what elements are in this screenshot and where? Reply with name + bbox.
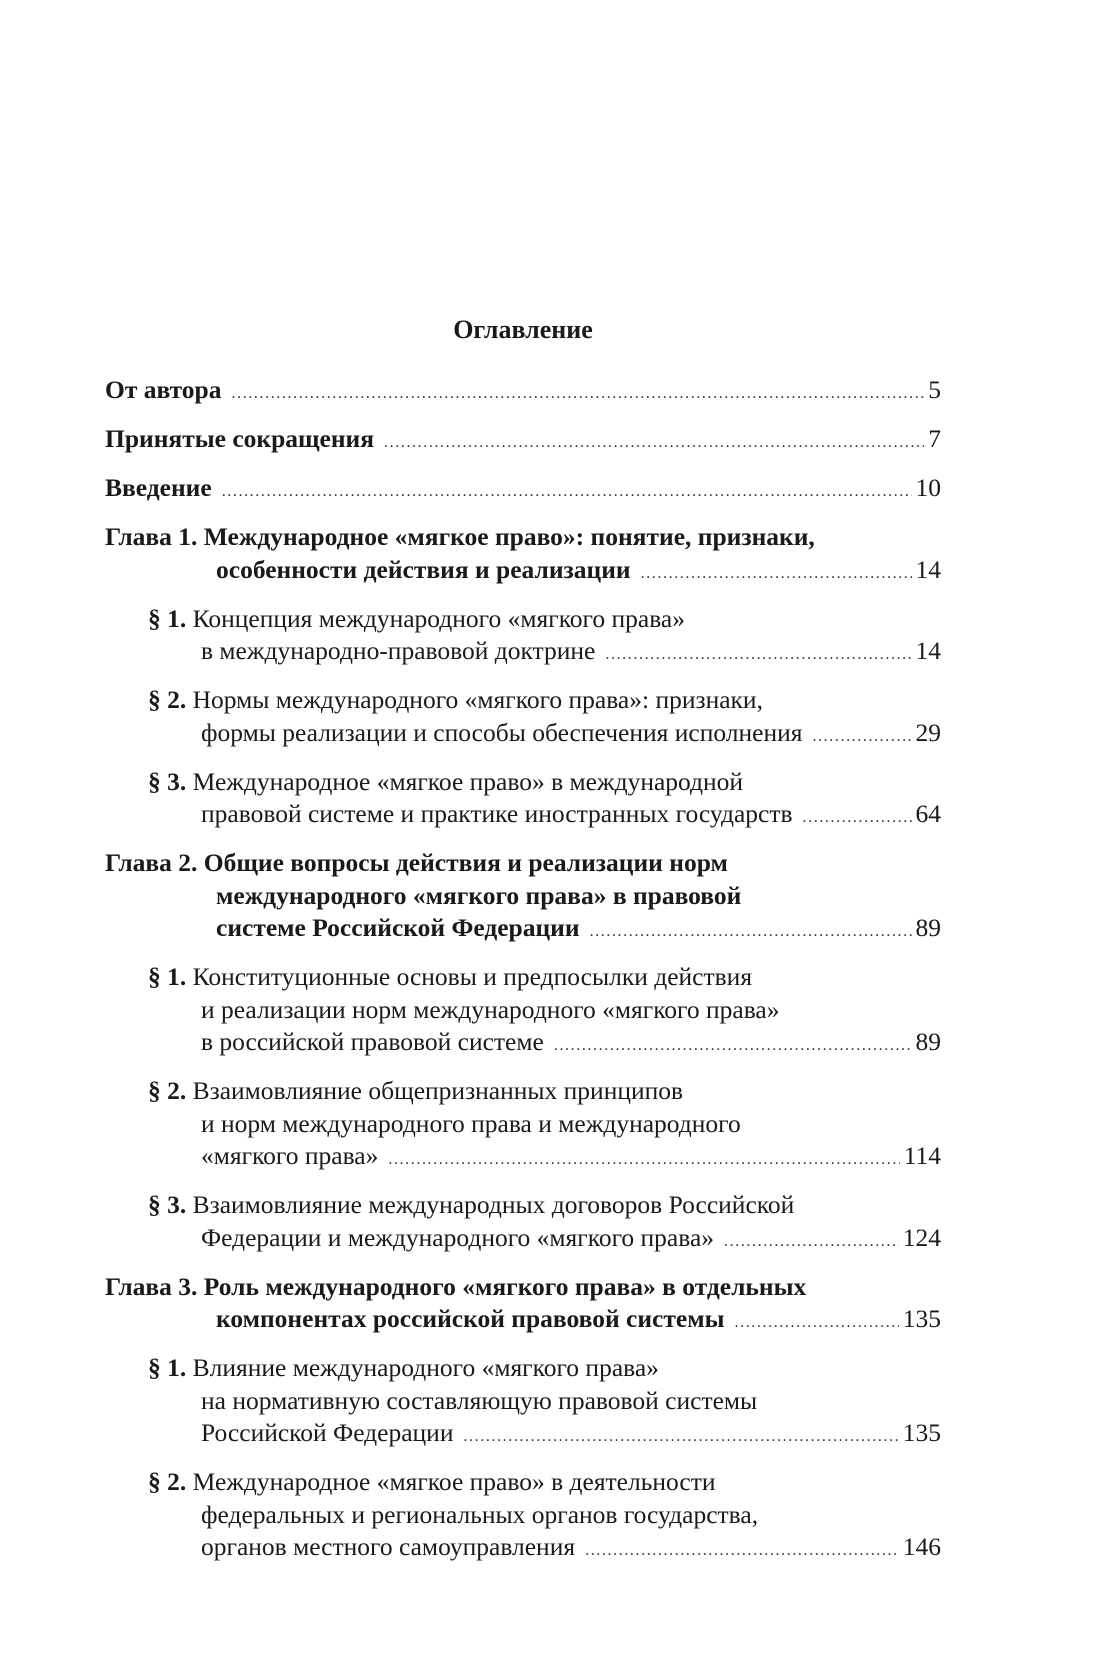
toc-chapter-entry[interactable] bbox=[105, 472, 941, 509]
section-number: § 2. bbox=[148, 1467, 187, 1496]
entry-line-text bbox=[201, 1417, 453, 1450]
entry-title-text: Глава 2. Общие вопросы действия и реализации норм bbox=[105, 848, 728, 877]
entry-line-text bbox=[201, 995, 780, 1024]
toc-chapter-entry[interactable] bbox=[105, 374, 941, 411]
toc-section-entry[interactable] bbox=[105, 684, 941, 753]
page-number: 135 bbox=[902, 1304, 941, 1333]
entry-line bbox=[148, 717, 941, 754]
entry-line bbox=[105, 423, 941, 460]
entry-line-text bbox=[105, 374, 222, 407]
page-number: 14 bbox=[915, 636, 941, 665]
toc-chapter-entry[interactable] bbox=[105, 521, 941, 590]
entry-line-text bbox=[201, 1026, 544, 1059]
entry-line-text bbox=[148, 604, 685, 633]
entry-line bbox=[148, 1531, 941, 1568]
entry-line bbox=[148, 1026, 941, 1063]
entry-title-text: и реализации норм международного «мягкого права» bbox=[201, 994, 780, 1024]
dot-leader bbox=[222, 476, 912, 509]
toc-section-entry[interactable] bbox=[105, 1466, 941, 1568]
page-number: 114 bbox=[903, 1141, 941, 1170]
entry-title-text: От автора bbox=[105, 375, 222, 404]
section-number: § 3. bbox=[148, 766, 187, 796]
entry-line-text bbox=[148, 1353, 659, 1382]
entry-title-text: Глава 3. Роль международного «мягкого права» в отдельных bbox=[105, 1271, 807, 1301]
entry-title-text: органов местного самоуправления bbox=[201, 1532, 576, 1561]
entry-line bbox=[105, 847, 941, 880]
dot-leader bbox=[585, 1535, 899, 1568]
table-of-contents bbox=[105, 312, 941, 1580]
toc-chapter-entry[interactable] bbox=[105, 1271, 941, 1340]
toc-section-entry[interactable] bbox=[105, 961, 941, 1063]
page-number: 135 bbox=[902, 1418, 941, 1447]
entry-line bbox=[148, 961, 941, 994]
page-number: 10 bbox=[915, 473, 941, 502]
dot-leader bbox=[812, 721, 911, 754]
dot-leader bbox=[232, 378, 925, 411]
section-number: § 2. bbox=[148, 685, 187, 714]
entry-line bbox=[148, 798, 941, 835]
entry-line-text bbox=[105, 848, 728, 877]
toc-section-entry[interactable] bbox=[105, 1352, 941, 1454]
entry-line-text bbox=[201, 1500, 758, 1529]
entry-line bbox=[148, 1352, 941, 1385]
toc-chapter-entry[interactable] bbox=[105, 847, 941, 949]
entry-title-text: международного «мягкого права» в правовой bbox=[216, 880, 742, 910]
dot-leader bbox=[641, 558, 912, 591]
entry-title-text: особенности действия и реализации bbox=[216, 554, 631, 584]
entry-title-text: компонентах российской правовой системы bbox=[216, 1304, 725, 1333]
entry-line-text bbox=[216, 881, 741, 910]
toc-chapter-entry[interactable] bbox=[105, 423, 941, 460]
entry-line bbox=[148, 1108, 941, 1141]
page-number: 89 bbox=[915, 1027, 941, 1056]
entry-line-text bbox=[201, 1222, 714, 1255]
page-title: Оглавление bbox=[453, 315, 593, 344]
dot-leader bbox=[554, 1030, 912, 1063]
dot-leader bbox=[724, 1226, 899, 1259]
dot-leader bbox=[803, 802, 912, 835]
entry-line bbox=[105, 1271, 941, 1304]
toc-section-entry[interactable] bbox=[105, 1075, 941, 1177]
entry-line bbox=[148, 603, 941, 636]
dot-leader bbox=[384, 427, 924, 460]
entry-line bbox=[148, 1189, 941, 1222]
entry-line bbox=[148, 1466, 941, 1499]
page-number: 14 bbox=[915, 554, 941, 584]
entry-title-text: Конституционные основы и предпосылки действия bbox=[192, 962, 753, 991]
entry-line-text bbox=[216, 554, 631, 587]
dot-leader bbox=[605, 639, 911, 672]
entry-title-text: Принятые сокращения bbox=[105, 424, 375, 453]
entry-line-text bbox=[105, 472, 212, 505]
dot-leader bbox=[388, 1144, 899, 1177]
dot-leader bbox=[590, 916, 912, 949]
entry-line bbox=[105, 554, 941, 591]
entry-title-text: Федерации и международного «мягкого права» bbox=[201, 1222, 715, 1252]
entry-line-text bbox=[216, 1303, 725, 1336]
page-number: 7 bbox=[928, 424, 941, 453]
entry-line bbox=[148, 1075, 941, 1108]
entry-line-text bbox=[201, 798, 793, 831]
page-number: 89 bbox=[915, 913, 941, 942]
entry-title-text: в российской правовой системе bbox=[201, 1027, 544, 1056]
entry-title-text: Влияние международного «мягкого права» bbox=[192, 1353, 659, 1382]
entry-line-text bbox=[105, 1272, 806, 1301]
section-number: § 2. bbox=[148, 1076, 187, 1105]
entry-line-text bbox=[201, 717, 802, 750]
entry-line bbox=[148, 635, 941, 672]
entry-line-text bbox=[201, 1531, 575, 1564]
entry-line bbox=[105, 521, 941, 554]
entry-line bbox=[148, 1499, 941, 1532]
page-number: 146 bbox=[902, 1532, 941, 1561]
entry-line-text bbox=[201, 1386, 757, 1415]
entry-line bbox=[148, 684, 941, 717]
dot-leader bbox=[735, 1307, 899, 1340]
entry-title-text: в международно-правовой доктрине bbox=[201, 636, 596, 665]
page-number: 124 bbox=[902, 1222, 941, 1252]
entry-line bbox=[148, 1140, 941, 1177]
entry-title-text: и норм международного права и международного bbox=[201, 1108, 741, 1138]
entry-line-text bbox=[201, 1109, 741, 1138]
entry-title-text: Международное «мягкое право» в международной bbox=[192, 766, 744, 796]
section-number: § 1. bbox=[148, 1353, 187, 1382]
entry-line bbox=[148, 1385, 941, 1418]
entry-line bbox=[105, 1303, 941, 1340]
entry-title-text: Глава 1. Международное «мягкое право»: понятие, признаки, bbox=[105, 522, 815, 551]
entry-title-text: Введение bbox=[105, 473, 212, 502]
entry-line-text bbox=[148, 1190, 794, 1219]
entry-title-text: Взаимовлияние международных договоров Российской bbox=[192, 1190, 795, 1219]
entry-line bbox=[148, 1222, 941, 1259]
entry-line-text bbox=[201, 1140, 378, 1173]
entry-line-text bbox=[148, 685, 763, 714]
section-number: § 1. bbox=[148, 603, 187, 633]
entry-title-text: системе Российской Федерации bbox=[216, 913, 580, 942]
entry-title-text: «мягкого права» bbox=[201, 1141, 379, 1170]
entry-title-text: на нормативную составляющую правовой системы bbox=[201, 1385, 758, 1415]
entry-line bbox=[148, 994, 941, 1027]
page-number: 64 bbox=[915, 799, 941, 828]
entry-line-text bbox=[148, 1076, 683, 1105]
entry-line bbox=[105, 880, 941, 913]
entry-line bbox=[148, 766, 941, 799]
entry-line bbox=[105, 472, 941, 509]
toc-entries bbox=[105, 374, 941, 1568]
page-number: 29 bbox=[915, 717, 941, 747]
entry-title-text: Взаимовлияние общепризнанных принципов bbox=[192, 1076, 684, 1105]
entry-title-text: федеральных и региональных органов государства, bbox=[201, 1499, 759, 1529]
dot-leader bbox=[463, 1421, 898, 1454]
entry-line-text bbox=[148, 767, 743, 796]
entry-title-text: Международное «мягкое право» в деятельности bbox=[192, 1467, 716, 1496]
toc-section-entry[interactable] bbox=[105, 603, 941, 672]
entry-title-text: Российской Федерации bbox=[201, 1418, 454, 1447]
entry-line-text bbox=[105, 522, 815, 551]
entry-line bbox=[105, 374, 941, 411]
entry-title-text: формы реализации и способы обеспечения исполнения bbox=[201, 717, 803, 747]
section-number: § 1. bbox=[148, 962, 187, 991]
entry-line-text bbox=[148, 1467, 716, 1496]
entry-title-text: Нормы международного «мягкого права»: признаки, bbox=[192, 685, 763, 714]
entry-line-text bbox=[105, 423, 374, 456]
entry-line bbox=[148, 1417, 941, 1454]
toc-section-entry[interactable] bbox=[105, 766, 941, 835]
entry-title-text: правовой системе и практике иностранных государств bbox=[201, 799, 793, 828]
entry-line bbox=[105, 912, 941, 949]
entry-title-text: Концепция международного «мягкого права» bbox=[192, 603, 685, 633]
section-number: § 3. bbox=[148, 1190, 187, 1219]
page-number: 5 bbox=[928, 375, 941, 404]
entry-line-text bbox=[148, 962, 752, 991]
entry-line-text bbox=[201, 635, 595, 668]
toc-section-entry[interactable] bbox=[105, 1189, 941, 1258]
entry-line-text bbox=[216, 912, 580, 945]
